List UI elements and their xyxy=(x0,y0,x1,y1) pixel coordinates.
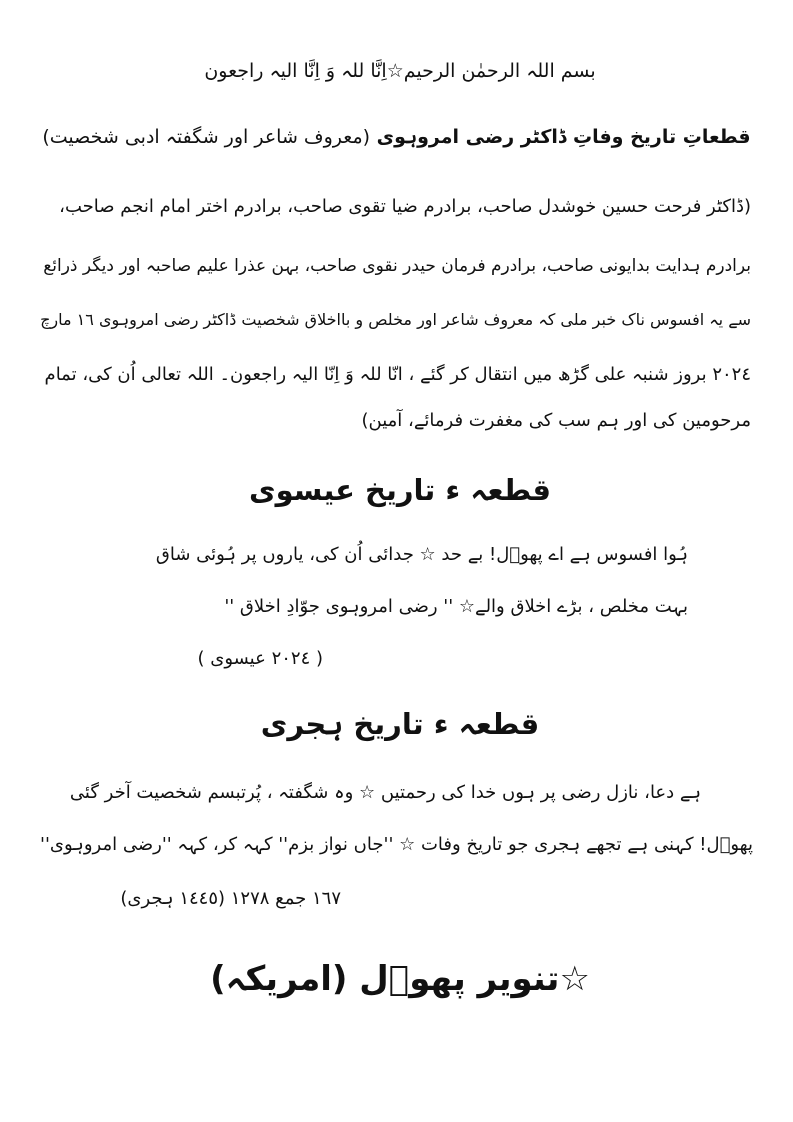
gregorian-verse-1: ہُوا افسوس ہے اے پھوؔل! بے حد ☆ جدائی اُن کی، یاروں پر ہُوئی شاق xyxy=(155,544,688,565)
intro-line-1: (ڈاکٹر فرحت حسین خوشدل صاحب، برادرم ضیا تقوی صاحب، برادرم اختر امام انجم صاحب، xyxy=(59,196,751,217)
page-title xyxy=(40,128,753,147)
gregorian-heading: قطعہ ء تاریخ عیسوی xyxy=(249,473,551,507)
gregorian-verse-2: بہت مخلص ، بڑے اخلاق والے☆ '' رضی امروہوی جوّادِ اخلاق '' xyxy=(224,596,688,617)
intro-line-3: سے یہ افسوس ناک خبر ملی کہ معروف شاعر اور مخلص و بااخلاق شخصیت ڈاکٹر رضی امروہوی ١٦ مارچ xyxy=(40,310,751,329)
hijri-verse-2: پھوؔل! کہنی ہے تجھے ہجری جو تاریخ وفات ☆ ''جاں نواز بزم'' کہہ کر، کہہ ''رضی امروہوی'' xyxy=(40,834,753,855)
intro-line-2: برادرم ہدایت بدایونی صاحب، برادرم فرمان حیدر نقوی صاحب، بہن عذرا علیم صاحبہ اور دیگر ذرائع xyxy=(43,256,751,276)
bismillah-line: بسم اللہ الرحمٰن الرحیم☆اِنَّا للہ وَ اِنَّا الیہ راجعون xyxy=(204,60,596,82)
star-icon: ☆ xyxy=(559,959,590,999)
hijri-heading: قطعہ ء تاریخ ہجری xyxy=(260,707,540,741)
intro-line-4: ٢٠٢٤ بروز شنبہ علی گڑھ میں انتقال کر گئے ، انّا للہ وَ اِنّا الیہ راجعون۔ اللہ تعالی اُن کی، تمام xyxy=(44,364,751,385)
title-subtitle: (معروف شاعر اور شگفتہ ادبی شخصیت) xyxy=(42,126,371,148)
poet-signature xyxy=(100,959,700,999)
hijri-year: ١٦٧ جمع ١٢٧٨ (١٤٤٥ ہجری) xyxy=(120,888,341,909)
gregorian-year: ( ٢٠٢٤ عیسوی ) xyxy=(197,648,323,669)
title-main: قطعاتِ تاریخ وفاتِ ڈاکٹر رضی امروہوی xyxy=(376,126,751,148)
intro-line-5: مرحومین کی اور ہم سب کی مغفرت فرمائے، آمین) xyxy=(361,410,751,431)
hijri-verse-1: ہے دعا، نازل رضی پر ہوں خدا کی رحمتیں ☆ وہ شگفتہ ، پُرتبسم شخصیت آخر گئی xyxy=(69,782,701,803)
poet-name: تنویر پھوؔل (امریکہ) xyxy=(210,959,560,999)
